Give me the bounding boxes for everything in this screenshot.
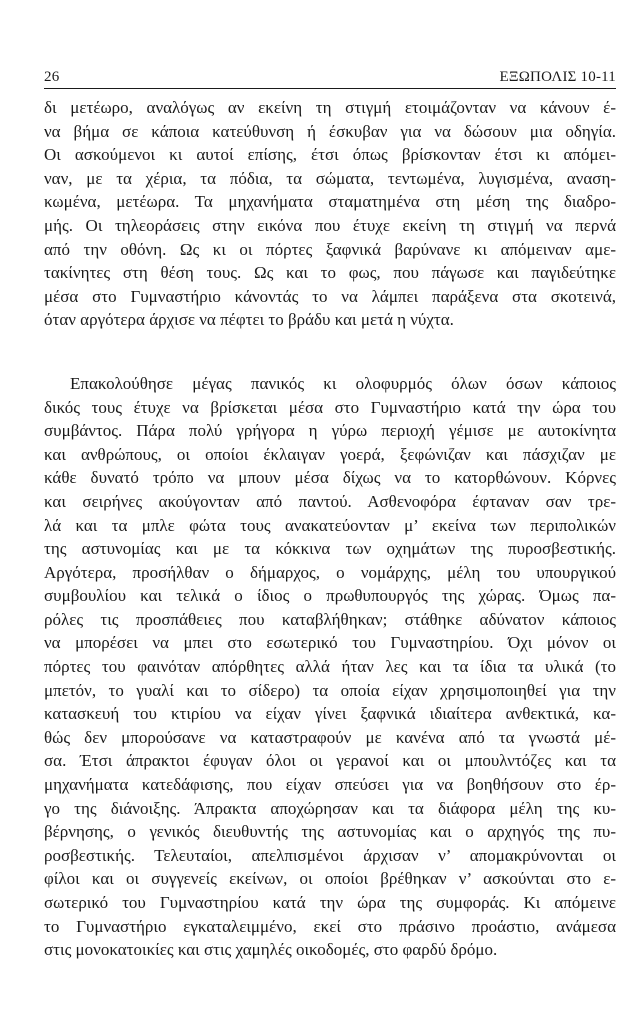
text-line: θώς δεν μπορούσανε να καταστραφούν με κανένα από τα γνωστά μέ- <box>44 727 616 747</box>
text-line: δικός τους έτυχε να βρίσκεται μέσα στο Γυμναστήριο κατά την ώρα του <box>44 397 616 417</box>
text-line: να μπορέσει να μπει στο εσωτερικό του Γυμναστηρίου. Όχι μόνον οι <box>44 633 616 653</box>
text-line: κωμένα, μετέωρα. Τα μηχανήματα σταματημένα στη μέση της διαδρο- <box>44 192 616 212</box>
text-line: Επακολούθησε μέγας πανικός κι ολοφυρμός όλων όσων κάποιος <box>70 373 616 393</box>
body-text <box>44 96 616 962</box>
text-line: συμβάντος. Πάρα πολύ γρήγορα η γύρω περιοχή γέμισε με αυτοκίνητα <box>44 421 616 441</box>
text-line: σωτερικό του Γυμναστηρίου κατά την ώρα της συμφοράς. Κι απόμεινε <box>44 893 616 912</box>
text-line: και ανθρώπους, οι οποίοι έκλαιγαν γοερά, ξεφώνιζαν και πάσχιζαν με <box>44 444 616 464</box>
text-line: της αστυνομίας και με τα κόκκινα των οχημάτων της πυροσβεστικής. <box>44 539 616 559</box>
text-line: να βήμα σε κάποια κατεύθυνση ή έσκυβαν για να δώσουν μια οδηγία. <box>44 121 616 141</box>
text-line: κάθε δυνατό τρόπο να μπουν μέσα δίχως να το κατορθώνουν. Κόρνες <box>44 468 616 488</box>
running-title: ΕΞΩΠΟΛΙΣ 10-11 <box>499 69 616 85</box>
text-line: όταν αργότερα άρχισε να πέφτει το βράδυ και μετά η νύχτα. <box>44 310 454 330</box>
header-rule <box>44 88 616 89</box>
text-line: σα. Έτσι άπρακτοι έφυγαν όλοι οι γερανοί και οι μπουλντόζες και τα <box>44 751 616 771</box>
text-line: ναν, με τα χέρια, τα πόδια, τα σώματα, τεντωμένα, λυγισμένα, αναση- <box>44 168 616 188</box>
text-line: πόρτες του φαινόταν απόρθητες αλλά ήταν λες και τα ίδια τα υλικά (το <box>44 657 616 677</box>
text-line: από την οθόνη. Ως κι οι πόρτες ξαφνικά βαρύνανε κι απόμειναν αμε- <box>44 239 616 259</box>
page-header <box>44 62 616 86</box>
text-line: συμβουλίου και τελικά ο ίδιος ο πρωθυπουργός της χώρας. Όμως πα- <box>44 586 616 606</box>
text-line: λά και τα μπλε φώτα τους ανακατεύονταν μ’ εκείνα των περιπολικών <box>44 515 616 535</box>
page-number: 26 <box>44 69 60 85</box>
text-line: τακίνητες στη θέση τους. Ως και το φως, που πάγωσε και παγιδεύτηκε <box>44 263 616 283</box>
text-line: ροσβεστικής. Τελευταίοι, απελπισμένοι άρχισαν ν’ απομακρύνονται οι <box>44 845 616 865</box>
paragraph-1 <box>44 96 616 332</box>
text-line: το Γυμναστήριο εγκαταλειμμένο, εκεί στο πράσινο προάστιο, ανάμεσα <box>44 916 616 936</box>
text-line: μπετόν, το γυαλί και το σίδερο) τα οποία είχαν χρησιμοποιηθεί για την <box>44 680 616 700</box>
paragraph-gap <box>44 332 616 372</box>
text-line: γο της διάνοιξης. Άπρακτα αποχώρησαν και τα διάφορα μέλη της κυ- <box>44 798 616 818</box>
text-line: στις μονοκατοικίες και στις χαμηλές οικοδομές, στο φαρδύ δρόμο. <box>44 940 498 960</box>
text-line: φίλοι και οι συγγενείς εκείνων, οι οποίοι βρέθηκαν ν’ ασκούνται στο ε- <box>44 869 616 889</box>
text-line: και σειρήνες ακούγονταν από παντού. Ασθενοφόρα έφταναν σαν τρε- <box>44 491 616 511</box>
text-line: κατασκευή του κτιρίου να είχαν γίνει ξαφνικά ιδιαίτερα ανθεκτικά, κα- <box>44 704 616 724</box>
text-line: Οι ασκούμενοι κι αυτοί επίσης, έτσι όπως βρίσκονταν έτσι κι απόμει- <box>44 145 616 165</box>
text-line: δι μετέωρο, αναλόγως αν εκείνη τη στιγμή ετοιμάζονταν να κάνουν έ- <box>44 98 616 117</box>
text-line: μέσα στο Γυμναστήριο κάνοντάς το να λάμπει παράξενα στα σκοτεινά, <box>44 286 616 306</box>
text-line: μής. Οι τηλεοράσεις στην εικόνα που έτυχε εκείνη τη στιγμή να περνά <box>44 215 616 235</box>
text-line: βέρνησης, ο γενικός διευθυντής της αστυνομίας και ο αρχηγός της πυ- <box>44 822 616 842</box>
paragraph-2 <box>44 372 616 962</box>
text-line: Αργότερα, προσήλθαν ο δήμαρχος, ο νομάρχης, μέλη του υπουργικού <box>44 562 616 582</box>
text-line: ρόλες τις προσπάθειες που καταβλήθηκαν; στάθηκε αδύνατον κάποιος <box>44 609 616 629</box>
text-line: μηχανήματα κατεδάφισης, που είχαν σπεύσει για να βοηθήσουν στο έρ- <box>44 775 616 795</box>
